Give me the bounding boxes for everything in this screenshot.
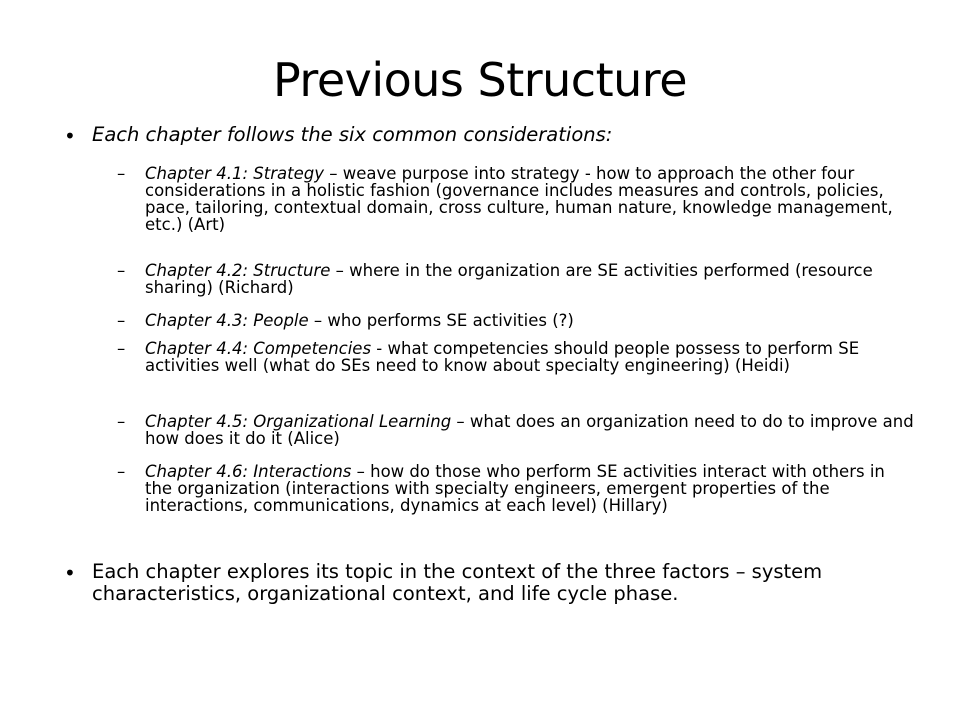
dash-icon: – xyxy=(117,164,126,183)
sub-item-lead: Chapter 4.2: Structure xyxy=(145,261,331,280)
sub-item-people xyxy=(117,311,915,330)
sub-item-strategy xyxy=(117,164,915,234)
sub-item-text: – what does an organization need to do to improve and how does it do it (Alice) xyxy=(145,412,914,448)
dash-icon: – xyxy=(117,311,126,330)
bullet-2-text: Each chapter explores its topic in the context of the three factors – system characteristics, organizational context, and life cycle phase. xyxy=(92,560,823,605)
dash-icon: – xyxy=(117,339,126,358)
sub-item-org-learning xyxy=(117,412,915,448)
sub-item-text: – weave purpose into strategy - how to approach the other four considerations in a holistic fashion (governance includes measures and controls, policies, pace, tailoring, contextual domain, cross culture, human nature, knowledge management, etc.) (Art) xyxy=(145,164,893,234)
bullet-icon: • xyxy=(64,561,76,585)
sub-item-interactions xyxy=(117,462,915,515)
dash-icon: – xyxy=(117,412,126,431)
sub-item-text: – where in the organization are SE activities performed (resource sharing) (Richard) xyxy=(145,261,873,297)
sub-item-text: – who performs SE activities (?) xyxy=(308,311,574,330)
dash-icon: – xyxy=(117,261,126,280)
dash-icon: – xyxy=(117,462,126,481)
bullet-1-text xyxy=(92,124,912,146)
sub-item-lead: Chapter 4.6: Interactions xyxy=(145,462,352,481)
sub-item-lead: Chapter 4.4: Competencies xyxy=(145,339,372,358)
sub-item-text: - what competencies should people possess to perform SE activities well (what do SEs need to know about specialty engineering) (Heidi) xyxy=(145,339,860,375)
sub-item-lead: Chapter 4.5: Organizational Learning xyxy=(145,412,452,431)
bullet-icon: • xyxy=(64,124,76,148)
sub-item-competencies xyxy=(117,339,915,375)
sub-item-structure xyxy=(117,261,915,297)
bullet-item-1 xyxy=(64,123,912,148)
sub-item-lead: Chapter 4.3: People xyxy=(145,311,309,330)
bullet-item-2 xyxy=(64,560,912,605)
sub-item-lead: Chapter 4.1: Strategy xyxy=(145,164,324,183)
sub-item-text: – how do those who perform SE activities interact with others in the organization (interactions with specialty engineers, emergent properties of the interactions, communications, dynamics at each level) (Hillary) xyxy=(145,462,885,515)
bullet-1-label: Each chapter follows the six common considerations: xyxy=(92,123,613,146)
slide-title: Previous Structure xyxy=(272,53,687,107)
